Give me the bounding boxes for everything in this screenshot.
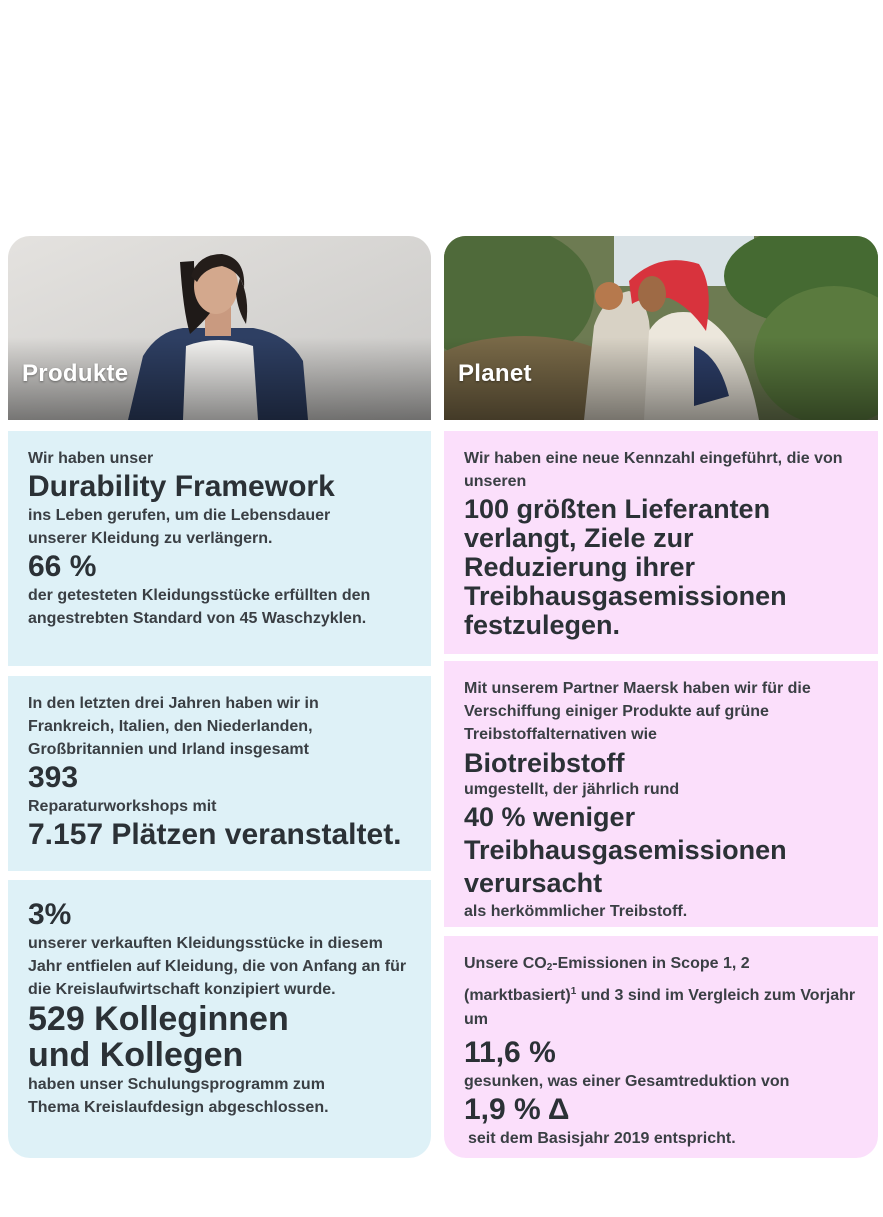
co2-stat-total: 1,9 % Δ [464,1093,570,1126]
woman-denim-jacket-photo [8,236,431,420]
suppliers-intro: Wir haben eine neue Kennzahl eingeführt, die von unseren [464,450,843,490]
column-planet [444,236,878,1147]
durability-highlight: Durability Framework [28,470,335,503]
footnote-marker: 1 [570,986,577,997]
planet-co2-card [444,936,878,1158]
products-circular-card [8,880,431,1158]
column-products [8,236,431,1116]
biofuel-highlight: Biotreibstoff [464,748,625,778]
products-durability-card [8,431,431,666]
durability-text: ins Leben gerufen, um die Lebensdauer unserer Kleidung zu verlängern. [28,507,331,547]
hero-planet [444,236,878,420]
hero-title-products: Produkte [22,360,129,387]
repair-stat: 393 [28,761,79,794]
co2-intro-part2: -Emissionen in Scope 1, 2 (marktbasiert) [464,955,750,1004]
circular-text: unserer verkauften Kleidungsstücke in diesem Jahr entfielen auf Kleidung, die von Anfang an für die Kreislaufwirtschaft konzipiert wurde. [28,935,407,998]
repair-highlight: 7.157 Plätzen veranstaltet. [28,818,402,851]
planet-shipping-card [444,661,878,927]
repair-intro: In den letzten drei Jahren haben wir in Frankreich, Italien, den Niederlanden, Großbritannien und Irland insgesamt [28,695,319,758]
training-text: haben unser Schulungsprogramm zum Thema Kreislaufdesign abgeschlossen. [28,1076,329,1116]
products-repair-card [8,676,431,871]
co2-text: gesunken, was einer Gesamtreduktion von [464,1073,790,1090]
co2-subscript: 2 [546,962,553,973]
colleagues-line2: und Kollegen [28,1036,244,1074]
co2-stat-year: 11,6 % [464,1036,556,1069]
co2-baseline: seit dem Basisjahr 2019 entspricht. [468,1130,736,1147]
repair-text: Reparaturworkshops mit [28,798,217,815]
co2-intro-part3: und 3 sind im Vergleich zum Vorjahr um [464,987,856,1028]
shipping-result: als herkömmlicher Treibstoff. [464,903,688,920]
durability-intro: Wir haben unser [28,450,154,467]
cotton-field-workers-photo [444,236,878,420]
durability-result: der getesteten Kleidungsstücke erfüllten den angestrebten Standard von 45 Waschzyklen. [28,587,371,627]
suppliers-highlight: 100 größten Lieferanten verlangt, Ziele zur Reduzierung ihrer Treibhausgasemissionen festzulegen. [464,494,787,640]
planet-suppliers-card [444,431,878,654]
durability-stat: 66 % [28,550,97,583]
circular-stat: 3% [28,898,72,931]
emissions-highlight: 40 % weniger Treibhausgasemissionen verursacht [464,802,787,898]
co2-intro-part1: Unsere CO [464,955,547,972]
colleagues-line1: 529 Kolleginnen [28,1000,289,1038]
hero-products [8,236,431,420]
shipping-text: umgestellt, der jährlich rund [464,781,680,798]
hero-title-planet: Planet [458,360,532,387]
shipping-intro: Mit unserem Partner Maersk haben wir für die Verschiffung einiger Produkte auf grüne Treibstoffalternativen wie [464,680,811,743]
co2-intro [464,952,859,1032]
